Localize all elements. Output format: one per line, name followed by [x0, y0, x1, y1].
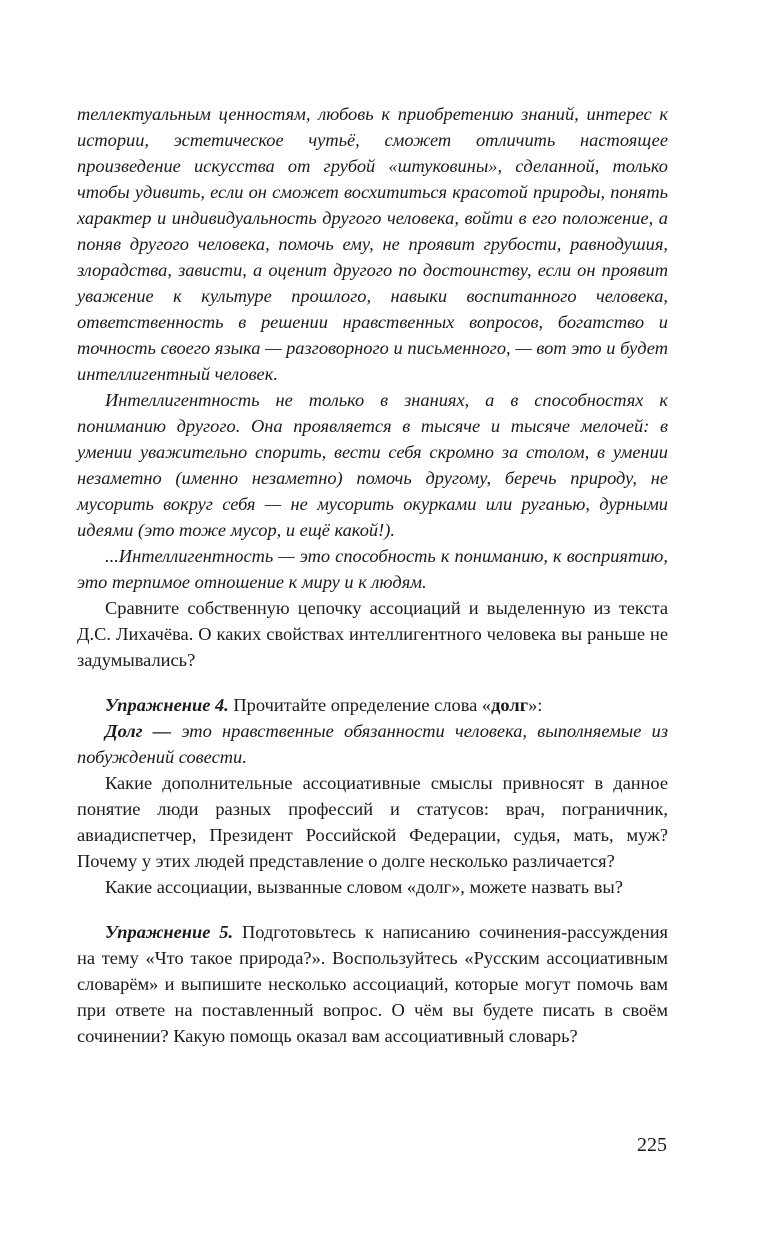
quote-paragraph-3: ...Интеллигентность — это способность к пониманию, к восприятию, это терпимое отношение к миру и к людям. — [77, 546, 668, 592]
exercise-4-keyword: долг — [491, 695, 529, 715]
definition-term: Долг — — [105, 721, 172, 741]
compare-question: Сравните собственную цепочку ассоциаций и выделенную из текста Д.С. Лихачёва. О каких свойствах интеллигентного человека вы раньше не задумывались? — [77, 598, 668, 670]
definition-text: это нравственные обязанности человека, выполняемые из побуждений совести. — [77, 721, 669, 767]
exercise-4-label: Упражнение 4. — [105, 695, 229, 715]
exercise-5-label: Упражнение 5. — [105, 922, 234, 942]
exercise-4-heading — [77, 692, 668, 718]
exercise-5 — [77, 919, 668, 1049]
exercise-5-text: Подготовьтесь к написанию сочинения-рассуждения на тему «Что такое природа?». Воспользуйтесь «Русским ассоциативным словарём» и выпишите несколько ассоциаций, которые могут помочь вам при ответе на поставленный вопрос. О чём вы будете писать в своём сочинении? Какую помощь оказал вам ассоциативный словарь? — [77, 922, 668, 1046]
exercise-4-question-2: Какие ассоциации, вызванные словом «долг», можете назвать вы? — [105, 877, 623, 897]
exercise-4-prompt-start: Прочитайте определение слова « — [228, 695, 492, 715]
exercise-4-question-1: Какие дополнительные ассоциативные смыслы привносят в данное понятие люди разных профессий и статусов: врач, пограничник, авиадиспетчер, Президент Российской Федерации, судья, мать, муж? Почему у этих людей представление о долге несколько различается? — [77, 773, 668, 871]
exercise-4-prompt-end: »: — [528, 695, 543, 715]
quote-paragraph-1: теллектуальным ценностям, любовь к приобретению знаний, интерес к истории, эстетическое чутьё, сможет отличить настоящее произведение искусства от грубой «штуковины», сделанной, только чтобы удивить, если он сможет восхититься красотой природы, понять характер и индивидуальность другого человека, войти в его положение, а поняв другого человека, помочь ему, не проявит грубости, равнодушия, злорадства, зависти, а оценит другого по достоинству, если он проявит уважение к культуре прошлого, навыки воспитанного человека, ответственность в решении нравственных вопросов, богатство и точность своего языка — разговорного и письменного, — вот это и будет интеллигентный человек. — [77, 104, 668, 384]
quote-paragraph-2: Интеллигентность не только в знаниях, а в способностях к пониманию другого. Она проявляется в тысяче и тысяче мелочей: в умении уважительно спорить, вести себя скромно за столом, в умении незаметно (именно незаметно) помочь другому, беречь природу, не мусорить вокруг себя — не мусорить окурками или руганью, дурными идеями (это тоже мусор, и ещё какой!). — [77, 390, 668, 540]
exercise-4-definition — [77, 718, 668, 770]
page-number: 225 — [637, 1134, 667, 1156]
